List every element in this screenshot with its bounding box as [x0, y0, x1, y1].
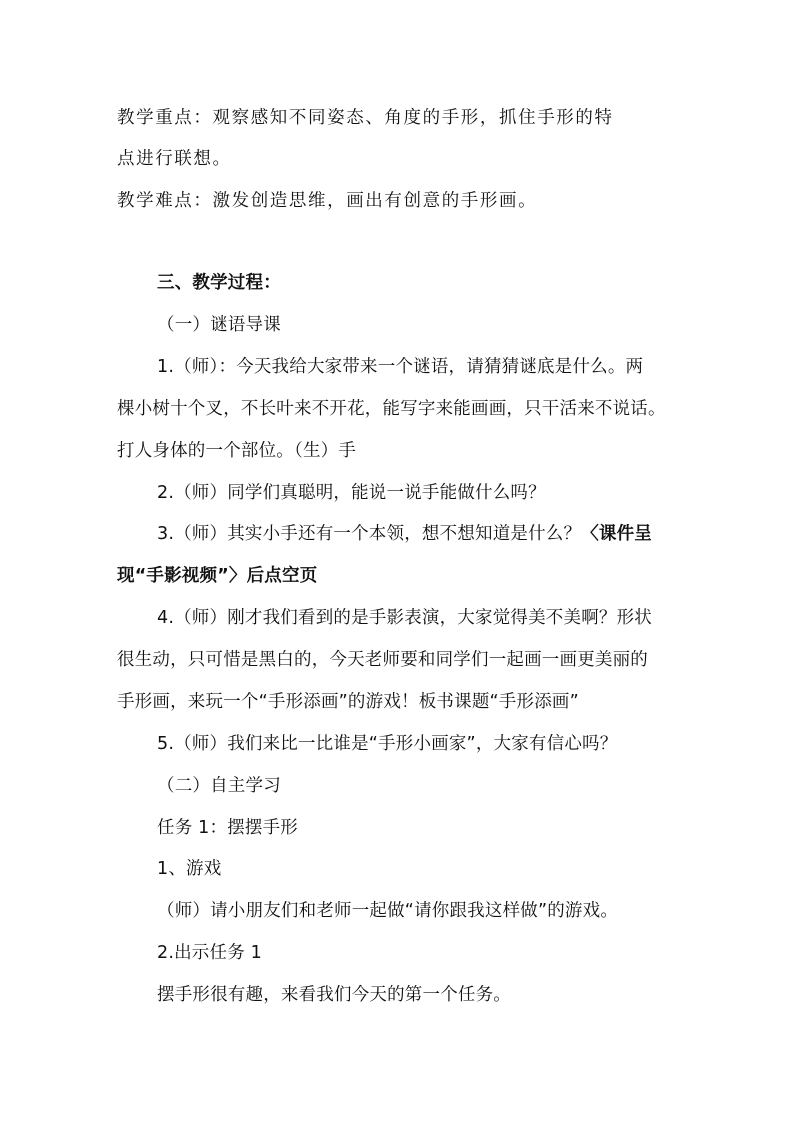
- show-task-label: 2.出示任务 1: [157, 943, 262, 963]
- task-intro-text: 摆手形很有趣，来看我们今天的第一个任务。: [157, 985, 511, 1005]
- item-4-line-2: 很生动，只可惜是黑白的，今天老师要和同学们一起画一画更美丽的: [117, 650, 648, 670]
- item-3-line-1: [157, 522, 652, 546]
- courseware-note-start: 〈课件呈: [581, 524, 653, 544]
- game-label: 1、游戏: [157, 859, 222, 879]
- part-1-heading: （一）谜语导课: [157, 315, 281, 335]
- item-3-text: 3.（师）其实小手还有一个本领，想不想知道是什么？: [157, 524, 582, 544]
- section-3-title: 三、教学过程：: [157, 273, 281, 293]
- item-1-line-1: 1.（师）：今天我给大家带来一个谜语，请猜猜谜底是什么。两: [157, 357, 644, 377]
- key-points-line-1: 教学重点：观察感知不同姿态、角度的手形，抓住手形的特: [117, 108, 614, 128]
- difficulty-line: 教学难点：激发创造思维，画出有创意的手形画。: [117, 191, 538, 211]
- courseware-note-end: 现“手影视频”〉后点空页: [117, 566, 318, 586]
- task-1-title: 任务 1：摆摆手形: [157, 818, 298, 838]
- item-5-line: 5.（师）我们来比一比谁是“手形小画家”，大家有信心吗？: [157, 734, 618, 754]
- item-4-line-3: 手形画，来玩一个“手形添画”的游戏！板书课题“手形添画”: [117, 692, 579, 712]
- item-1-line-2: 棵小树十个叉，不长叶来不开花，能写字来能画画，只干活来不说话。: [117, 399, 666, 419]
- key-points-line-2: 点进行联想。: [117, 149, 232, 169]
- item-2-line: 2.（师）同学们真聪明，能说一说手能做什么吗？: [157, 483, 546, 503]
- part-2-heading: （二）自主学习: [157, 776, 281, 796]
- item-1-line-3: 打人身体的一个部位。（生）手: [117, 441, 357, 461]
- item-4-line-1: 4.（师）刚才我们看到的是手影表演，大家觉得美不美啊？形状: [157, 608, 652, 628]
- game-text: （师）请小朋友们和老师一起做“请你跟我这样做”的游戏。: [157, 901, 619, 921]
